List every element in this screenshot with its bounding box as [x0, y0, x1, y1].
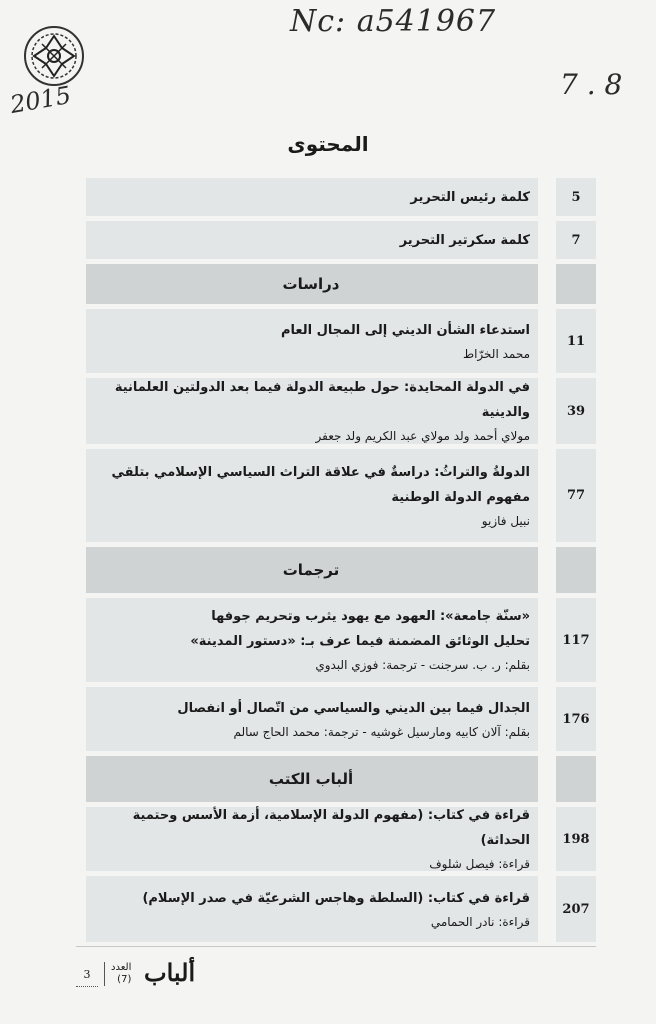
- page-number: 39: [556, 378, 596, 444]
- entry-subtitle: تحليل الوثائق المضمنة فيما عرف بـ: «دستور المدينة»: [190, 634, 530, 649]
- entry-title: كلمة رئيس التحرير: [410, 189, 530, 205]
- page-title: المحتوى: [287, 132, 369, 156]
- entry-title: الجدال فيما بين الديني والسياسي من اتّصال أو انفصال: [177, 700, 530, 716]
- page-number: 176: [556, 687, 596, 751]
- page-number: 5: [556, 178, 596, 216]
- entry-title: «سنّة جامعة»: العهود مع يهود يثرب وتحريم جوفها: [211, 609, 530, 624]
- page-number: 198: [556, 807, 596, 871]
- handwritten-code: 7 . 8: [560, 68, 623, 101]
- section-header: [86, 264, 596, 304]
- handwritten-catalog-number: Nc: a541967: [290, 4, 497, 39]
- entry-author: قراءة: فيصل شلوف: [429, 857, 530, 871]
- toc-entry: [86, 598, 596, 682]
- page-number: 117: [556, 598, 596, 682]
- entry-author: بقلم: آلان كابيه ومارسيل غوشيه - ترجمة: محمد الحاج سالم: [233, 724, 530, 739]
- entry-author: قراءة: نادر الحمامي: [430, 914, 530, 929]
- toc-entry: [86, 378, 596, 444]
- page-number: 11: [556, 309, 596, 373]
- entry-author: مولاي أحمد ولد مولاي عبد الكريم ولد جعفر: [315, 429, 530, 443]
- section-label: دراسات: [86, 264, 538, 304]
- entry-title: الدولةُ والتراثُ: دراسةٌ في علاقة التراث السياسي الإسلامي بتلقي مفهوم الدولة الوطنية: [111, 464, 530, 505]
- entry-title: قراءة في كتاب: (مفهوم الدولة الإسلامية، أزمة الأسس وحتمية الحداثة): [132, 808, 530, 848]
- entry-title: كلمة سكرتير التحرير: [399, 232, 530, 248]
- issue-label: العدد: [111, 962, 132, 973]
- entry-title: قراءة في كتاب: (السلطة وهاجس الشرعيّة في صدر الإسلام): [142, 890, 530, 906]
- toc-entry: [86, 807, 596, 871]
- toc-entry: [86, 309, 596, 373]
- toc-entry: [86, 221, 596, 259]
- entry-title: استدعاء الشأن الديني إلى المجال العام: [281, 322, 530, 338]
- footer-page-number: 3: [76, 968, 98, 987]
- entry-author: نبيل فازيو: [481, 513, 530, 528]
- toc-entry: [86, 687, 596, 751]
- page-number: 77: [556, 449, 596, 542]
- magazine-logo: ألباب: [144, 958, 196, 987]
- page-number: 207: [556, 876, 596, 942]
- page-number: 7: [556, 221, 596, 259]
- issue-number: (7): [117, 974, 132, 985]
- library-stamp-icon: [22, 24, 86, 88]
- handwritten-year: 2015: [8, 80, 74, 120]
- section-header: [86, 756, 596, 802]
- section-label: ألباب الكتب: [86, 756, 538, 802]
- toc-entry: [86, 876, 596, 942]
- entry-author: بقلم: ر. ب. سرجنت - ترجمة: فوزي البدوي: [315, 658, 530, 672]
- section-label: ترجمات: [86, 547, 538, 593]
- entry-title: في الدولة المحايدة: حول طبيعة الدولة فيما بعد الدولتين العلمانية والدينية: [114, 380, 530, 420]
- page-footer: [76, 958, 596, 992]
- footer-divider: [76, 946, 596, 947]
- section-header: [86, 547, 596, 593]
- toc-entry: [86, 178, 596, 216]
- toc-entry: [86, 449, 596, 542]
- entry-author: محمد الخرّاط: [462, 346, 530, 361]
- issue-info: [104, 962, 131, 986]
